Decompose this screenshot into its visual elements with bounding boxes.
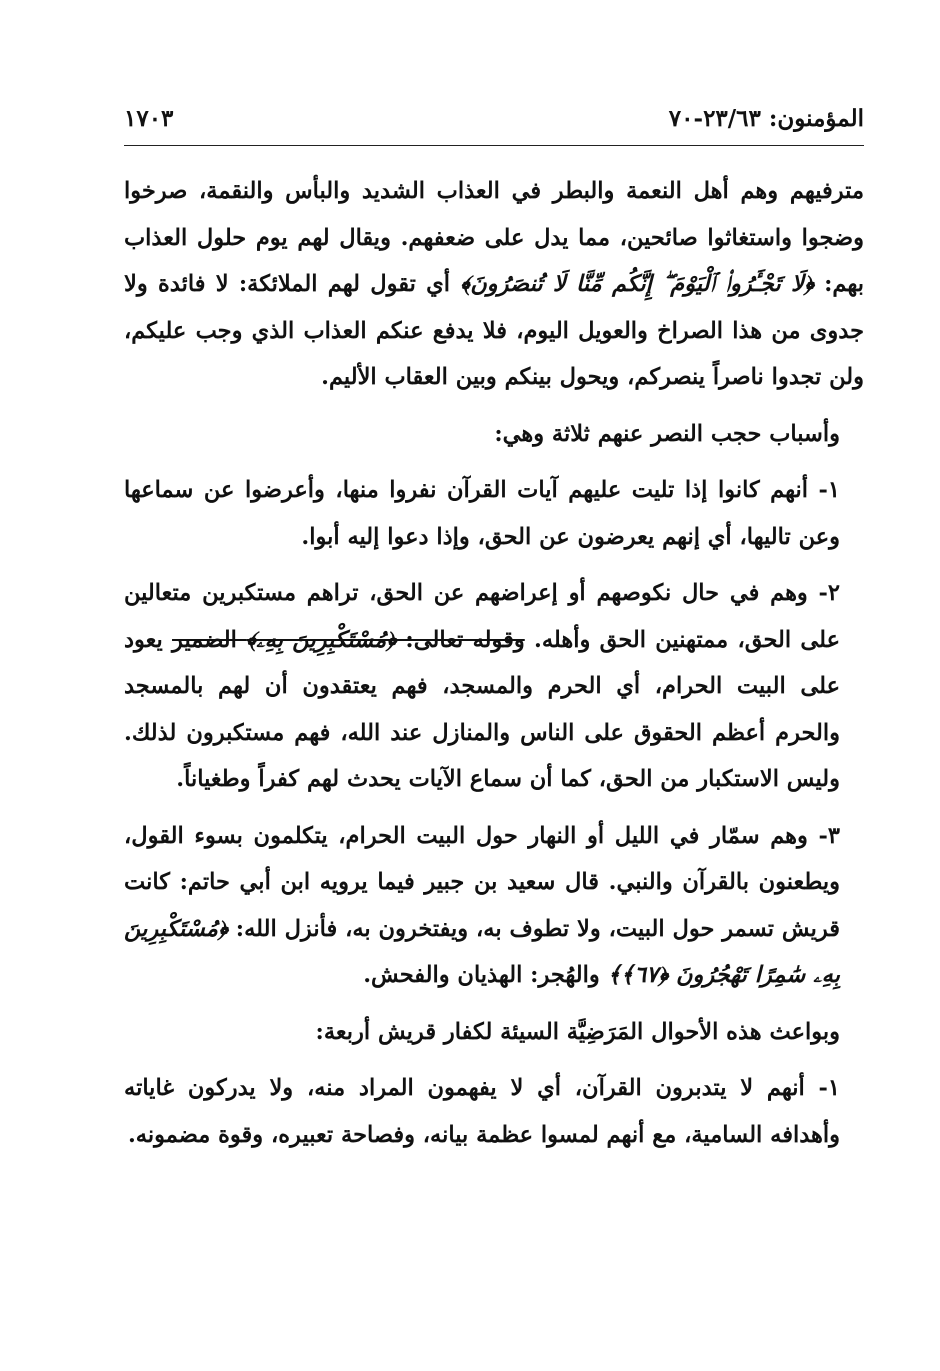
paragraph (124, 570, 864, 803)
text-segment: وقوله تعالى: (396, 626, 525, 653)
page-number: ١٧٠٣ (124, 104, 174, 132)
paragraph (124, 467, 864, 560)
text-segment: أي تقول لهم الملائكة: لا فائدة ولا جدوى من هذا الصراخ والعويل اليوم، فلا يدفع عنكم العذاب الذي وجب عليكم، ولن تجدوا ناصراً ينصركم، ويحول بينكم وبين العقاب الأليم. (124, 271, 864, 390)
text-segment: والهُجر: الهذيان والفحش. (363, 962, 608, 988)
text-segment: ١- أنهم لا يتدبرون القرآن، أي لا يفهمون المراد منه، ولا يدركون غاياته وأهدافه السامية، مع أنهم لمسوا عظمة بيانه، وفصاحة تعبيره، وقوة مضمونه. (124, 1075, 840, 1148)
paragraph (124, 1065, 864, 1158)
surah-reference: المؤمنون: ٢٣/٦٣-٧٠ (668, 104, 864, 132)
page-header (124, 96, 864, 140)
text-segment: وأسباب حجب النصر عنهم ثلاثة وهي: (494, 420, 840, 447)
quran-verse: ﴿مُسْتَكْبِرِينَ بِهِۦ﴾ (246, 626, 397, 653)
text-segment: وبواعث هذه الأحوال المَرَضِيَّة السيئة لكفار قريش أربعة: (315, 1018, 840, 1045)
text-segment: ٢- وهم في حال نكوصهم أو إعراضهم عن الحق، تراهم مستكبرين متعالين على الحق، ممتهنين الحق وأهله. (124, 580, 841, 653)
page-body (124, 168, 864, 1158)
quran-verse: ﴿لَا تَجْـَٔرُوا۟ ٱلْيَوْمَ ۖ إِنَّكُم مِّنَّا لَا تُنصَرُونَ﴾ (460, 271, 814, 297)
text-segment: مترفيهم وهم أهل النعمة والبطر في العذاب الشديد والبأس والنقمة، صرخوا وضجوا واستغاثوا صائحين، مما يدل على ضعفهم. ويقال لهم يوم حلول العذاب بهم: (124, 178, 865, 297)
text-segment: ٣- وهم سمّار في الليل أو النهار حول البيت الحرام، يتكلمون بسوء القول، ويطعنون بالقرآن والنبي. قال سعيد بن جبير فيما يرويه ابن أبي حاتم: كانت قريش تسمر حول البيت، ولا تطوف به، ويفتخرون به، فأنزل الله: (124, 822, 840, 942)
quran-verse: ﴿مُسْتَكْبِرِينَ بِهِۦ سَٰمِرًا تَهْجُرُونَ ﴿٦٧﴾﴾ (124, 915, 840, 988)
text-segment: الضمير (172, 626, 247, 653)
paragraph (124, 813, 864, 999)
paragraph (124, 1009, 864, 1056)
paragraph (124, 168, 864, 401)
header-divider (124, 145, 864, 146)
text-segment: ١- أنهم كانوا إذا تليت عليهم آيات القرآن نفروا منها، وأعرضوا عن سماعها وعن تاليها، أي إنهم يعرضون عن الحق، وإذا دعوا إليه أبوا. (124, 477, 840, 550)
text-segment: يعود على البيت الحرام، أي الحرم والمسجد، فهم يعتقدون أن لهم بالمسجد والحرم أعظم الحقوق على الناس والمنازل عند الله، فهم مستكبرون لذلك. وليس الاستكبار من الحق، كما أن سماع الآيات يحدث لهم كفراً وطغياناً. (124, 626, 840, 792)
paragraph (124, 411, 864, 458)
